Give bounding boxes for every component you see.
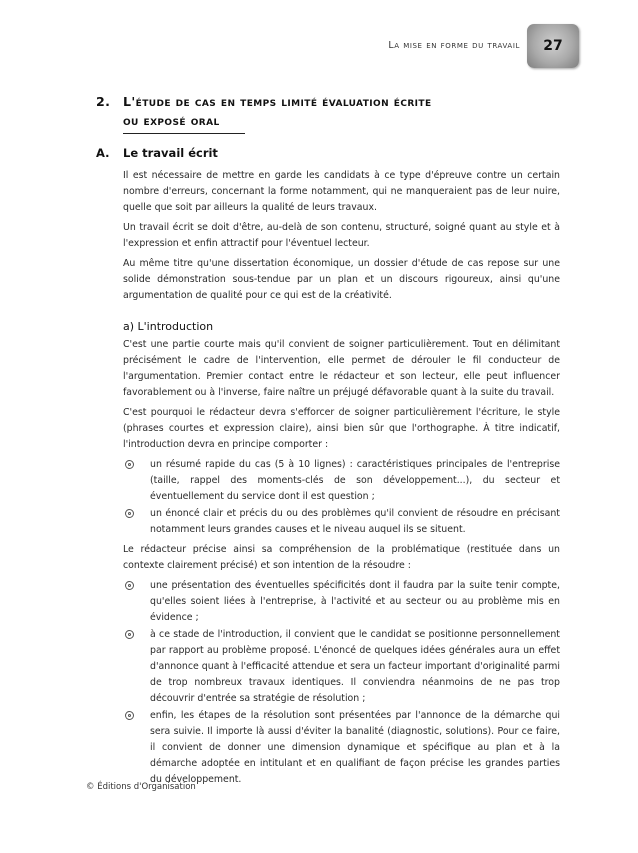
heading-underline bbox=[123, 133, 245, 134]
bullet-icon bbox=[125, 460, 134, 469]
list-item bbox=[123, 506, 560, 538]
subsection-title: Le travail écrit bbox=[123, 146, 218, 160]
subsection-heading bbox=[96, 146, 218, 160]
bullet-icon bbox=[125, 581, 134, 590]
section-number: 2. bbox=[96, 94, 111, 109]
page-number-badge bbox=[527, 24, 579, 68]
list-item-text: un résumé rapide du cas (5 à 10 lignes) : caractéristiques principales de l'entreprise (taille, rappel des moments-clés de son développement...), du secteur et éventuellement du service dont il est question ; bbox=[150, 459, 560, 502]
list-item-text: enfin, les étapes de la résolution sont présentées par l'annonce de la démarche qui sera suivie. Il importe là aussi d'éviter la banalité (diagnostic, solutions). Pour ce faire, il convient de donner une dimension dynamique et spécifique au plan et à la démarche adoptée en intitulant et en qualifiant de façon précise les grandes parties du développement. bbox=[150, 710, 560, 785]
section-title bbox=[123, 92, 563, 130]
bullet-icon bbox=[125, 711, 134, 720]
bullet-icon bbox=[125, 509, 134, 518]
list-item-text: une présentation des éventuelles spécificités dont il faudra par la suite tenir compte, qu'elles soient liées à l'entreprise, à l'activité et au secteur ou au problème mis en évidence ; bbox=[150, 580, 560, 623]
paragraph: Un travail écrit se doit d'être, au-delà de son contenu, structuré, soigné quant au style et à l'expression et enfin attractif pour l'éventuel lecteur. bbox=[123, 222, 560, 249]
list-item-text: un énoncé clair et précis du ou des problèmes qu'il convient de résoudre en précisant notamment leurs grandes causes et le niveau auquel ils se situent. bbox=[150, 508, 560, 535]
running-title: La mise en forme du travail bbox=[388, 40, 520, 51]
body-text bbox=[123, 168, 560, 792]
subsection-letter: A. bbox=[96, 146, 110, 160]
introduction-heading: a) L'introduction bbox=[123, 320, 214, 333]
paragraph: C'est une partie courte mais qu'il convient de soigner particulièrement. Tout en délimitant précisément le cadre de l'intervention, elle permet de dérouler le fil conducteur de l'argumentation. Premier contact entre le rédacteur et son lecteur, elle peut influencer favorablement ou à l'inverse, faire naître un préjugé défavorable quant à la suite du travail. bbox=[123, 339, 560, 398]
bullet-list bbox=[123, 457, 560, 538]
list-item bbox=[123, 627, 560, 707]
bullet-list bbox=[123, 578, 560, 788]
bullet-icon bbox=[125, 630, 134, 639]
paragraph: Le rédacteur précise ainsi sa compréhension de la problématique (restituée dans un contexte clairement précisé) et son intention de la résoudre : bbox=[123, 544, 560, 571]
page-number: 27 bbox=[543, 38, 563, 54]
list-item bbox=[123, 708, 560, 788]
paragraph: C'est pourquoi le rédacteur devra s'efforcer de soigner particulièrement l'écriture, le style (phrases courtes et expression claire), ainsi bien sûr que l'orthographe. À titre indicatif, l'introduction devra en principe comporter : bbox=[123, 407, 560, 450]
section-title-line1: L'étude de cas en temps limité évaluation écrite bbox=[123, 94, 432, 109]
list-item bbox=[123, 457, 560, 505]
paragraph: Au même titre qu'une dissertation économique, un dossier d'étude de cas repose sur une solide démonstration sous-tendue par un plan et un discours rigoureux, ainsi qu'une argumentation de qualité pour ce qui est de la créativité. bbox=[123, 258, 560, 301]
list-item bbox=[123, 578, 560, 626]
section-title-line2: ou exposé oral bbox=[123, 113, 220, 128]
list-item-text: à ce stade de l'introduction, il convient que le candidat se positionne personnellement par rapport au problème proposé. L'énoncé de quelques idées générales aura un effet d'annonce quant à l'efficacité attendue et sera un facteur important d'originalité parmi de trop nombreux travaux identiques. Il conviendra néanmoins de ne pas trop découvrir d'entrée sa stratégie de résolution ; bbox=[150, 629, 560, 704]
paragraph: Il est nécessaire de mettre en garde les candidats à ce type d'épreuve contre un certain nombre d'erreurs, concernant la forme notamment, qui ne manqueraient pas de leur nuire, quelle que soit par ailleurs la qualité de leurs travaux. bbox=[123, 170, 560, 213]
copyright-footer: © Éditions d'Organisation bbox=[86, 782, 196, 792]
